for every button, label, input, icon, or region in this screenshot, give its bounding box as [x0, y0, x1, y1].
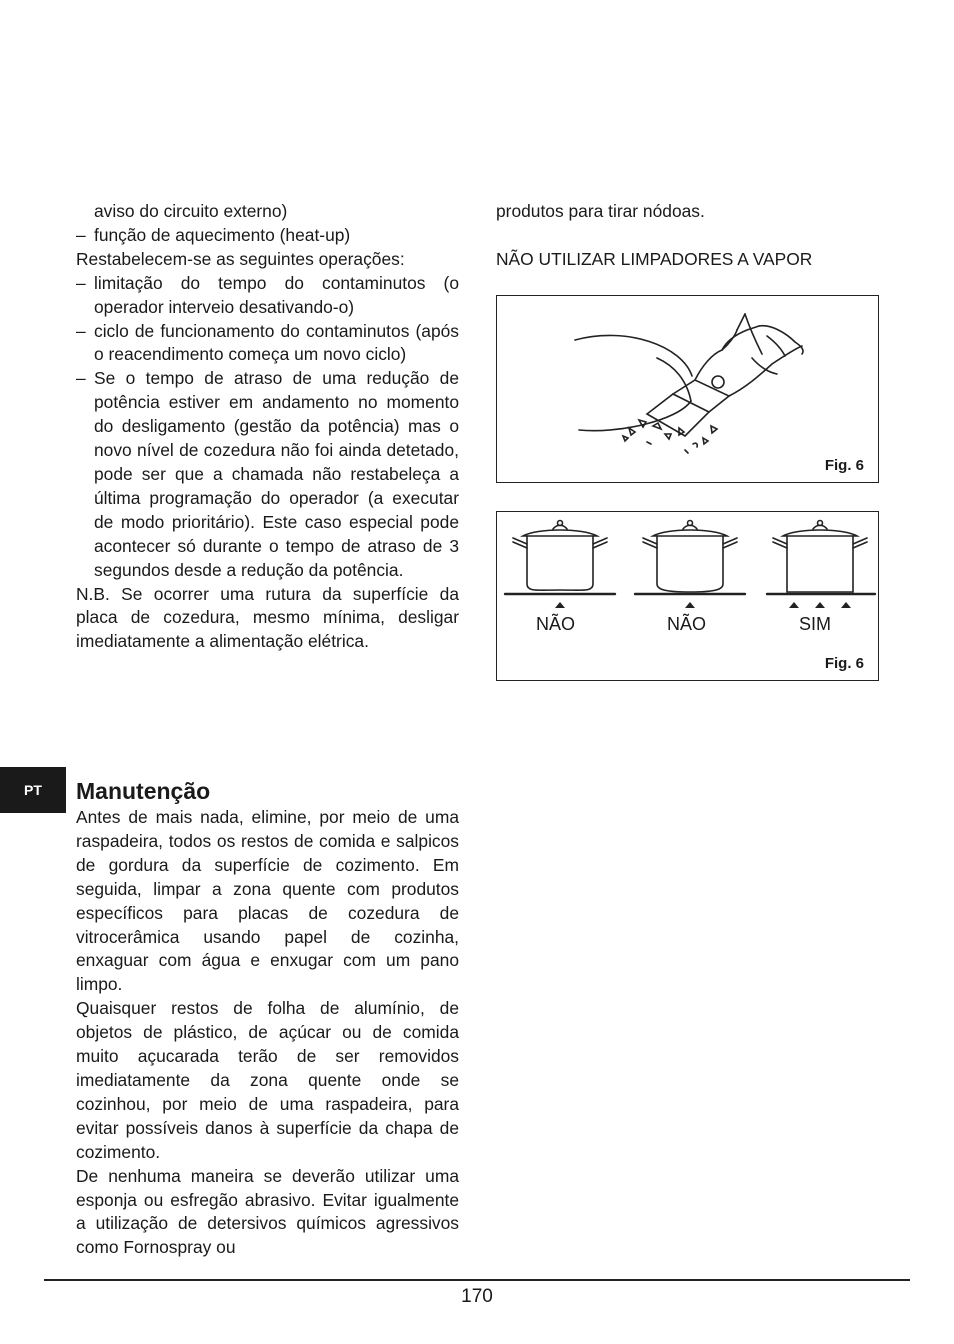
figure-caption: Fig. 6	[824, 457, 864, 474]
language-tab: PT	[0, 767, 66, 813]
list-item-delay: – Se o tempo de atraso de uma redução de potência estiver em andamento no momento do desligamento (gestão da potência) mas o novo nível de cozedura não foi ainda detetado, pode ser que a chamada não restabeleça a última programação do operador (a executar de modo prioritário). Este caso especial pode acontecer só durante o tempo de atraso de 3 segundos desde a redução da potência.	[76, 367, 459, 582]
restore-intro: Restabelecem-se as seguintes operações:	[76, 248, 405, 269]
pot-small-base-icon	[635, 521, 745, 595]
section-title-maintenance: Manutenção	[76, 778, 211, 804]
left-column	[76, 200, 459, 654]
figure-caption: Fig. 6	[824, 655, 864, 672]
list-item-cycle: – ciclo de funcionamento do contaminutos (após o reacendimento começa um novo ciclo)	[76, 320, 459, 368]
list-item-limit: – limitação do tempo do contaminutos (o operador interveio desativando-o)	[76, 272, 459, 320]
pans-illustration	[497, 512, 878, 680]
figure-scraper	[496, 295, 879, 483]
maintenance-paragraph-2: Quaisquer restos de folha de alumínio, de objetos de plástico, de açúcar ou de comida muito açucarada terão de ser removidos imediatamente da zona quente onde se cozinhou, por meio de uma raspadeira, para evitar possíveis danos à superfície da chapa de cozimento.	[76, 998, 459, 1162]
nb-note: N.B. Se ocorrer uma rutura da superfície da placa de cozedura, mesmo mínima, desligar imediatamente a alimentação elétrica.	[76, 583, 459, 652]
steam-cleaner-warning: NÃO UTILIZAR LIMPADORES A VAPOR	[496, 248, 813, 269]
pan-label-1: NÃO	[536, 614, 576, 634]
right-continuation: produtos para tirar nódoas.	[496, 201, 705, 221]
list-item-heatup: – função de aquecimento (heat-up)	[76, 224, 459, 248]
list-continuation: aviso do circuito externo)	[94, 201, 288, 221]
pan-label-2: NÃO	[667, 614, 707, 634]
pot-flat-base-icon	[767, 521, 875, 595]
pan-label-3: SIM	[799, 614, 832, 634]
maintenance-body	[76, 806, 459, 1260]
maintenance-paragraph-1: Antes de mais nada, elimine, por meio de uma raspadeira, todos os restos de comida e salpicos de gordura da superfície de cozimento. Em seguida, limpar a zona quente com produtos específicos para placas de cozedura de vitrocerâmica usando papel de cozinha, enxaguar com água e enxugar com um pano limpo.	[76, 807, 459, 995]
page-number: 170	[461, 1286, 493, 1307]
scraper-hand-illustration	[497, 296, 878, 482]
right-column	[496, 200, 880, 272]
maintenance-paragraph-3: De nenhuma maneira se deverão utilizar uma esponja ou esfregão abrasivo. Evitar igualmente a utilização de detersivos químicos agressivos como Fornospray ou	[76, 1165, 459, 1258]
footer-rule	[44, 1279, 910, 1281]
figure-pans	[496, 511, 879, 681]
pot-concave-base-icon	[505, 521, 615, 595]
